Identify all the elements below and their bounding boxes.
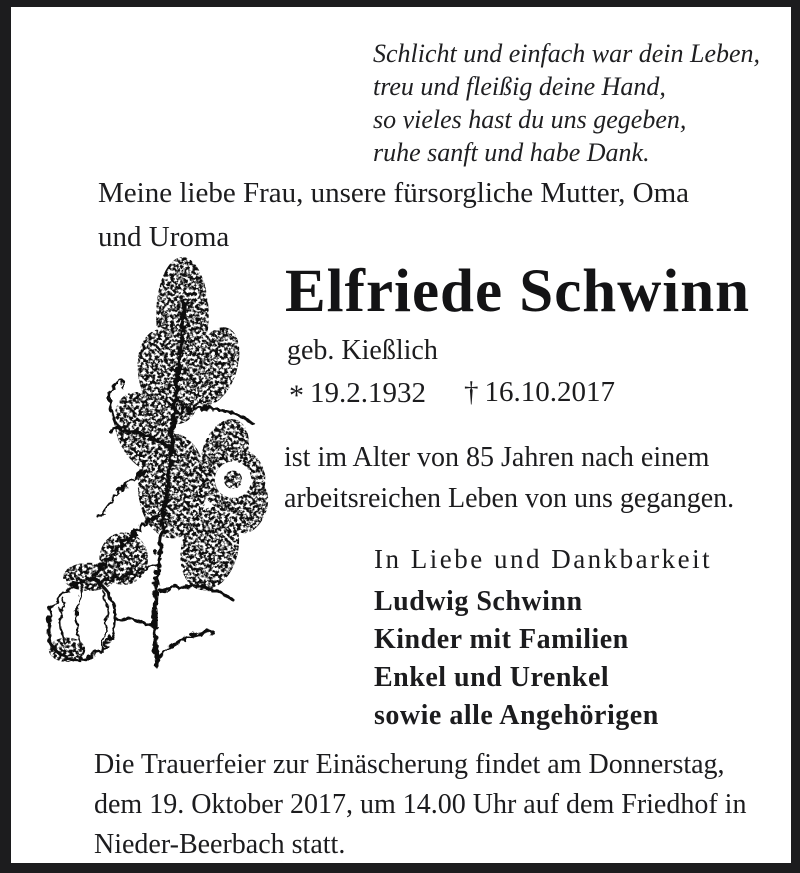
text-line: Nieder-Beerbach statt. <box>94 829 346 860</box>
bell-flower <box>47 563 116 662</box>
mourners-block <box>374 540 712 735</box>
text-line: Enkel und Urenkel <box>374 662 610 693</box>
text-line: dem 19. Oktober 2017, um 14.00 Uhr auf dem Friedhof in <box>94 789 747 820</box>
text-line: und Uroma <box>98 221 230 253</box>
text-line: Ludwig Schwinn <box>374 586 583 617</box>
memorial-verse <box>373 37 760 169</box>
intro-text <box>98 171 689 259</box>
birth-star-symbol: * <box>289 379 304 412</box>
flower-head <box>201 447 266 512</box>
wildflower-illustration <box>19 255 279 670</box>
text-line: Schlicht und einfach war dein Leben, <box>373 39 761 68</box>
text-line: Die Trauerfeier zur Einäscherung findet am Donnerstag, <box>94 749 725 780</box>
funeral-info <box>94 745 746 865</box>
life-dates <box>289 376 615 410</box>
mourners-names <box>374 583 712 735</box>
text-line: Meine liebe Frau, unsere fürsorgliche Mutter, Oma <box>98 177 690 209</box>
text-line: Kinder mit Familien <box>374 624 629 655</box>
body-text <box>284 437 734 519</box>
text-line: arbeitsreichen Leben von uns gegangen. <box>284 483 735 514</box>
text-line: ist im Alter von 85 Jahren nach einem <box>284 442 710 473</box>
mourners-intro: In Liebe und Dankbarkeit <box>374 544 713 574</box>
text-line: sowie alle Angehörigen <box>374 700 659 731</box>
flower-plumes <box>99 257 275 597</box>
deceased-name: Elfriede Schwinn <box>285 258 751 325</box>
text-line: ruhe sanft und habe Dank. <box>373 138 650 167</box>
maiden-name: geb. Kießlich <box>287 335 438 366</box>
death-date: † 16.10.2017 <box>464 376 615 408</box>
birth-date: * 19.2.1932 <box>289 377 426 412</box>
death-cross-symbol: † <box>464 376 479 408</box>
text-line: treu und fleißig deine Hand, <box>373 72 666 101</box>
text-line: so vieles hast du uns gegeben, <box>373 105 687 134</box>
